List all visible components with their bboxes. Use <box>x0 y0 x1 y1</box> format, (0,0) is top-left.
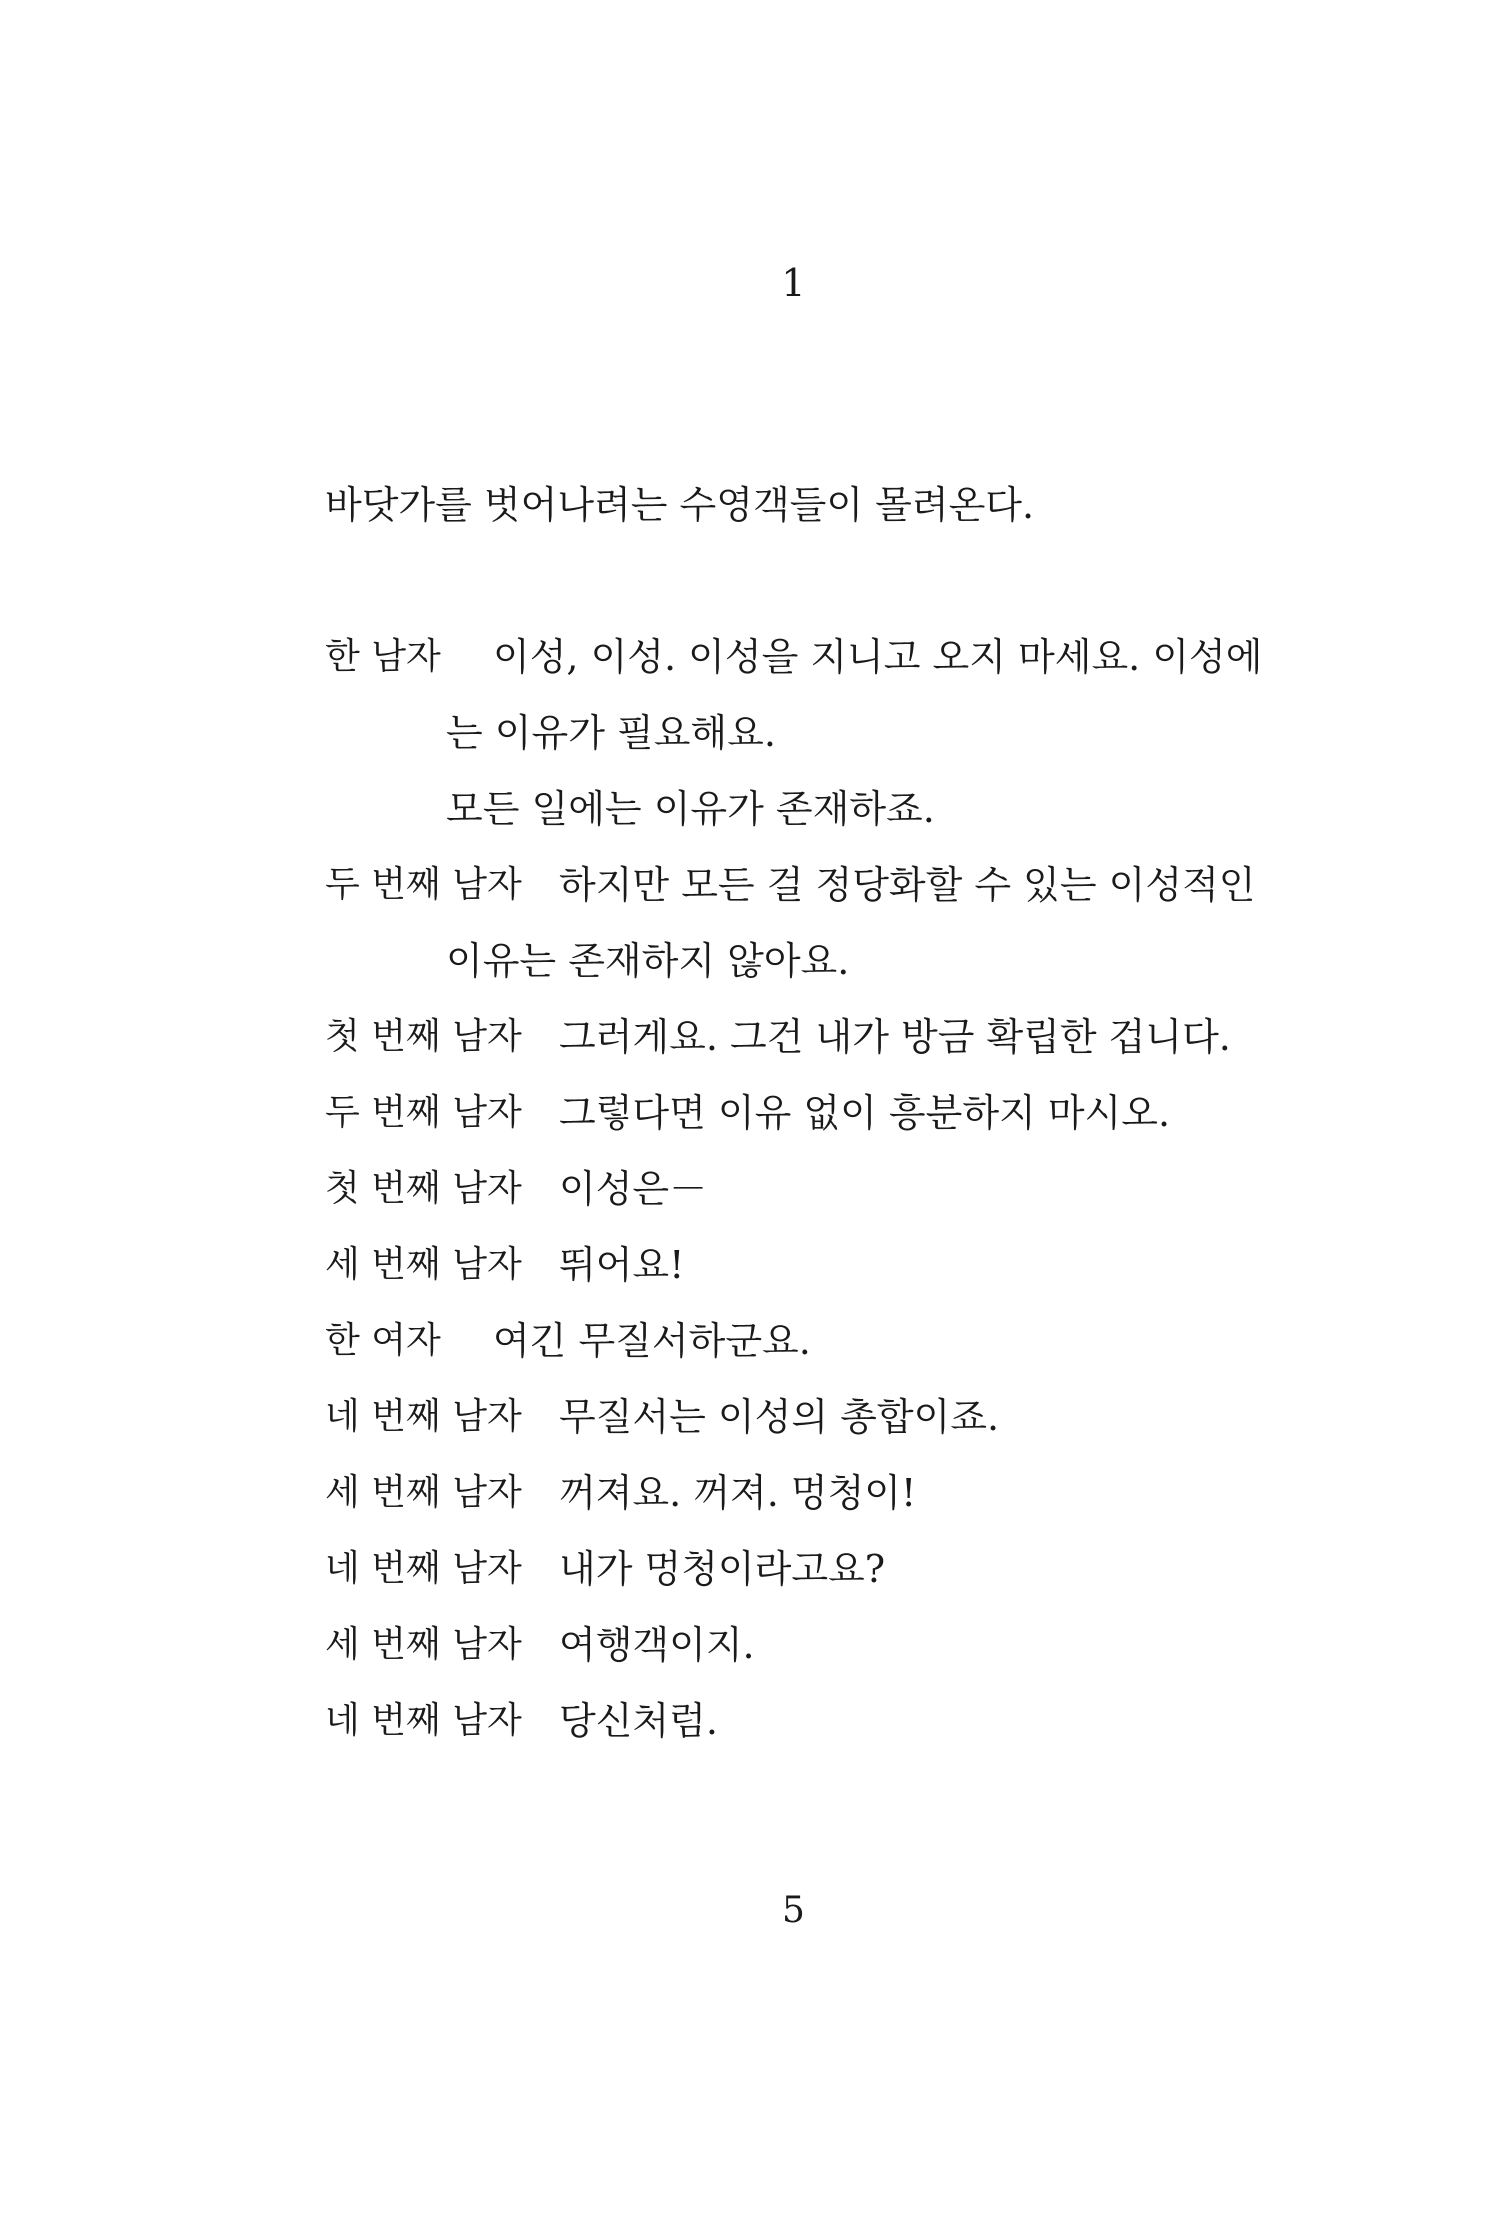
speech-text: 여행객이지. <box>559 1623 755 1667</box>
dialogue-line <box>325 1316 1265 1392</box>
dialogue-line <box>325 936 1265 1012</box>
speaker-name: 첫 번째 남자 <box>325 1168 522 1209</box>
speech-text: 는 이유가 필요해요. <box>446 711 776 755</box>
speech-text: 당신처럼. <box>559 1699 718 1743</box>
speaker-name: 두 번째 남자 <box>325 864 522 905</box>
stage-direction: 바닷가를 벗어나려는 수영객들이 몰려온다. <box>325 483 1035 527</box>
dialogue-block <box>325 632 1265 1772</box>
dialogue-line <box>325 1164 1265 1240</box>
speaker-name: 세 번째 남자 <box>325 1472 522 1513</box>
speech-text: 하지만 모든 걸 정당화할 수 있는 이성적인 <box>559 863 1256 907</box>
dialogue-line <box>325 1012 1265 1088</box>
dialogue-line <box>325 784 1265 860</box>
dialogue-line <box>325 1620 1265 1696</box>
speaker-name: 세 번째 남자 <box>325 1244 522 1285</box>
scene-number: 1 <box>781 261 806 305</box>
dialogue-line <box>325 1544 1265 1620</box>
dialogue-line <box>325 1468 1265 1544</box>
speaker-name: 네 번째 남자 <box>325 1700 522 1741</box>
speech-text: 꺼져요. 꺼져. 멍청이! <box>559 1471 917 1515</box>
dialogue-line <box>325 632 1265 708</box>
speech-text: 여긴 무질서하군요. <box>493 1319 811 1363</box>
speaker-name: 한 남자 <box>325 636 441 677</box>
dialogue-line <box>325 1696 1265 1772</box>
speech-text: 무질서는 이성의 총합이죠. <box>559 1395 1000 1439</box>
speech-text: 그렇다면 이유 없이 흥분하지 마시오. <box>559 1091 1171 1135</box>
speech-text: 이성은－ <box>559 1167 708 1211</box>
speaker-name: 세 번째 남자 <box>325 1624 522 1665</box>
dialogue-line <box>325 1088 1265 1164</box>
speech-text: 모든 일에는 이유가 존재하죠. <box>446 787 935 831</box>
dialogue-line <box>325 860 1265 936</box>
speech-text: 내가 멍청이라고요? <box>559 1547 886 1591</box>
speech-text: 이유는 존재하지 않아요. <box>446 939 850 983</box>
speech-text: 뛰어요! <box>559 1243 685 1287</box>
dialogue-line <box>325 1240 1265 1316</box>
page-number: 5 <box>782 1890 805 1931</box>
speaker-name: 두 번째 남자 <box>325 1092 522 1133</box>
dialogue-line <box>325 708 1265 784</box>
speaker-name: 한 여자 <box>325 1320 441 1361</box>
speaker-name: 첫 번째 남자 <box>325 1016 522 1057</box>
speech-text: 그러게요. 그건 내가 방금 확립한 겁니다. <box>559 1015 1231 1059</box>
speaker-name: 네 번째 남자 <box>325 1548 522 1589</box>
speech-text: 이성, 이성. 이성을 지니고 오지 마세요. 이성에 <box>493 635 1263 679</box>
speaker-name: 네 번째 남자 <box>325 1396 522 1437</box>
dialogue-line <box>325 1392 1265 1468</box>
